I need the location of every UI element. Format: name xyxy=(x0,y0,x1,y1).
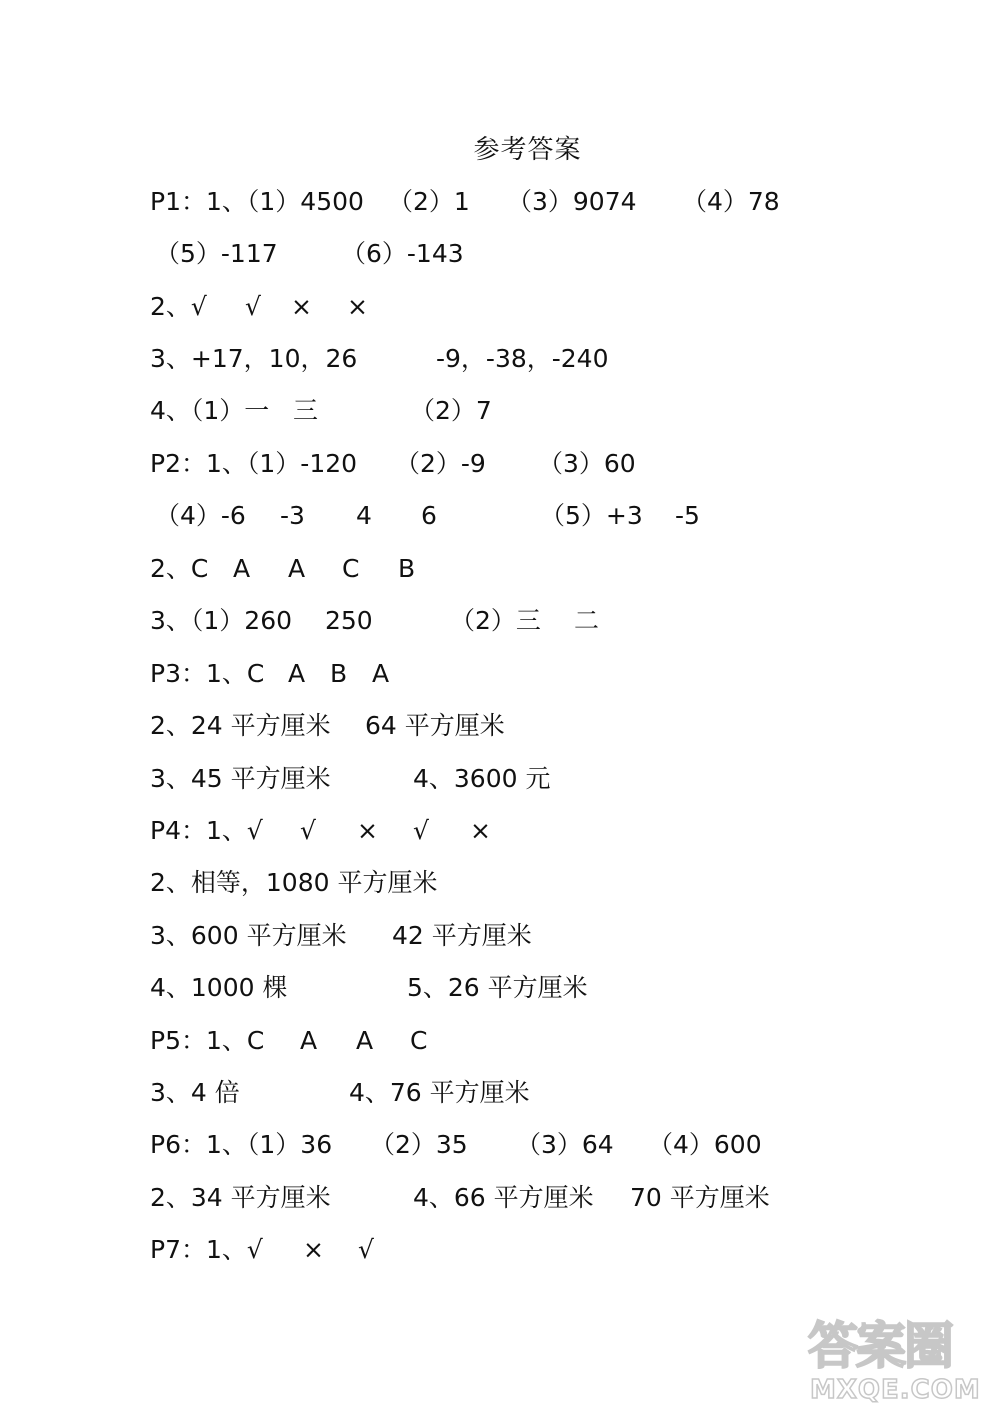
watermark-bottom-text: MXQE.COM xyxy=(810,1375,981,1405)
answer-item: × xyxy=(470,816,491,845)
page-title: 参考答案 xyxy=(473,135,582,165)
answer-item: 4、（1）一 xyxy=(150,396,270,425)
answer-item: （3）64 xyxy=(516,1130,614,1159)
answer-line xyxy=(0,285,1000,329)
answer-item: × xyxy=(303,1235,324,1264)
answer-item: P2：1、（1）-120 xyxy=(150,449,358,478)
answer-item: 4、66 平方厘米 xyxy=(413,1183,594,1212)
answer-item: （3）9074 xyxy=(507,187,637,216)
answer-line xyxy=(0,966,1000,1010)
answer-item: 250 xyxy=(325,606,373,635)
answer-line xyxy=(0,337,1000,381)
answer-line xyxy=(0,704,1000,748)
answer-item: 4 xyxy=(356,501,372,530)
answer-line xyxy=(0,442,1000,486)
answer-item: 3、+17，10，26 xyxy=(150,344,358,373)
answer-item: -5 xyxy=(675,501,700,530)
answer-line xyxy=(0,757,1000,801)
answer-item: 三 xyxy=(293,396,319,425)
answer-line xyxy=(0,1071,1000,1115)
answer-item: 2、√ xyxy=(150,292,207,321)
answer-item: A xyxy=(233,554,251,583)
answer-item: B xyxy=(398,554,416,583)
watermark-logo xyxy=(808,1318,988,1408)
answer-item: 2、34 平方厘米 xyxy=(150,1183,331,1212)
answer-line xyxy=(0,861,1000,905)
answer-item: P4：1、√ xyxy=(150,816,263,845)
watermark-top-text: 答案圈 xyxy=(808,1317,952,1375)
answer-item: 2、相等，1080 平方厘米 xyxy=(150,868,438,897)
answer-line xyxy=(0,1176,1000,1220)
answer-item: × xyxy=(291,292,312,321)
answer-item: P7：1、√ xyxy=(150,1235,263,1264)
answer-item: 4、3600 元 xyxy=(413,764,551,793)
answer-item: （4）600 xyxy=(648,1130,762,1159)
answer-item: 3、600 平方厘米 xyxy=(150,921,347,950)
answer-item: 2、24 平方厘米 xyxy=(150,711,331,740)
answer-line xyxy=(0,652,1000,696)
answer-item: B xyxy=(330,659,348,688)
answer-item: （2）-9 xyxy=(395,449,486,478)
answer-item: （2）35 xyxy=(370,1130,468,1159)
answer-line xyxy=(0,232,1000,276)
answer-item: √ xyxy=(245,292,261,321)
answer-item: 5、26 平方厘米 xyxy=(407,973,588,1002)
answer-item: A xyxy=(288,554,306,583)
answer-item: （2）7 xyxy=(410,396,492,425)
answer-item: （6）-143 xyxy=(341,239,464,268)
answer-line xyxy=(0,1228,1000,1272)
answer-line xyxy=(0,1019,1000,1063)
answer-item: P1：1、（1）4500 xyxy=(150,187,364,216)
answer-item: 70 平方厘米 xyxy=(630,1183,770,1212)
answer-item: （5）+3 xyxy=(540,501,643,530)
answer-line xyxy=(0,809,1000,853)
answer-item: √ xyxy=(413,816,429,845)
answer-line xyxy=(0,494,1000,538)
answer-item: √ xyxy=(358,1235,374,1264)
answer-item: （2）1 xyxy=(388,187,470,216)
answer-line xyxy=(0,1123,1000,1167)
answer-item: 4、76 平方厘米 xyxy=(349,1078,530,1107)
answer-item: P5：1、C xyxy=(150,1026,265,1055)
answer-item: 3、45 平方厘米 xyxy=(150,764,331,793)
answer-item: √ xyxy=(300,816,316,845)
answer-item: 二 xyxy=(574,606,600,635)
answer-item: 64 平方厘米 xyxy=(365,711,505,740)
answer-item: P3：1、C xyxy=(150,659,265,688)
answer-item: C xyxy=(342,554,360,583)
answer-item: -9，-38，-240 xyxy=(436,344,609,373)
answer-line xyxy=(0,389,1000,433)
answer-item: 3、4 倍 xyxy=(150,1078,240,1107)
answer-item: P6：1、（1）36 xyxy=(150,1130,333,1159)
answer-item: × xyxy=(347,292,368,321)
answer-line xyxy=(0,914,1000,958)
answer-item: A xyxy=(372,659,390,688)
answer-item: -3 xyxy=(280,501,305,530)
answer-item: A xyxy=(300,1026,318,1055)
answer-item: A xyxy=(356,1026,374,1055)
answer-item: 3、（1）260 xyxy=(150,606,293,635)
answer-item: （5）-117 xyxy=(155,239,278,268)
answer-item: C xyxy=(410,1026,428,1055)
answer-line xyxy=(0,180,1000,224)
answer-item: 2、C xyxy=(150,554,209,583)
answer-item: A xyxy=(288,659,306,688)
answer-item: （4）-6 xyxy=(155,501,246,530)
answer-line xyxy=(0,599,1000,643)
answer-item: × xyxy=(357,816,378,845)
answer-item: 4、1000 棵 xyxy=(150,973,288,1002)
answer-item: 6 xyxy=(421,501,437,530)
answer-line xyxy=(0,547,1000,591)
answer-item: （3）60 xyxy=(538,449,636,478)
answer-item: （4）78 xyxy=(682,187,780,216)
answer-item: 42 平方厘米 xyxy=(392,921,532,950)
answer-item: （2）三 xyxy=(450,606,541,635)
